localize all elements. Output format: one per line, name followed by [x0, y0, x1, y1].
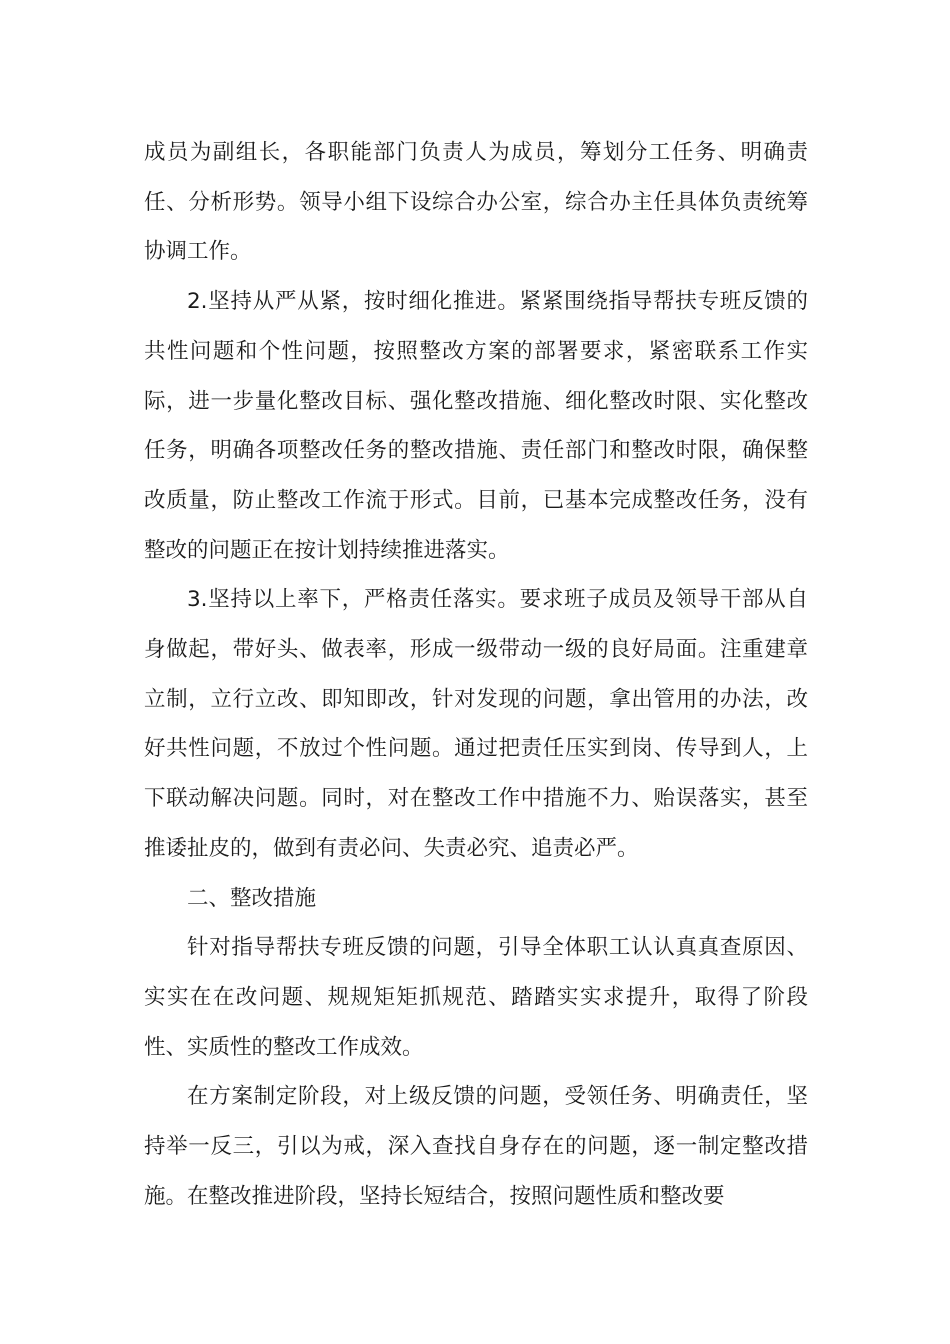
paragraph-4: 针对指导帮扶专班反馈的问题，引导全体职工认认真真查原因、实实在在改问题、规规矩矩抓规范、踏踏实实求提升，取得了阶段性、实质性的整改工作成效。 — [144, 935, 808, 1060]
section-heading: 二、整改措施 — [187, 885, 317, 911]
document-body — [144, 128, 808, 1221]
paragraph-3: 3.坚持以上率下，严格责任落实。要求班子成员及领导干部从自身做起，带好头、做表率，形成一级带动一级的良好局面。注重建章立制，立行立改、即知即改，针对发现的问题，拿出管用的办法，改好共性问题，不放过个性问题。通过把责任压实到岗、传导到人，上下联动解决问题。同时，对在整改工作中措施不力、贻误落实，甚至推诿扯皮的，做到有责必问、失责必究、追责必严。 — [144, 587, 808, 861]
paragraph-5: 在方案制定阶段，对上级反馈的问题，受领任务、明确责任，坚持举一反三，引以为戒，深入查找自身存在的问题，逐一制定整改措施。在整改推进阶段，坚持长短结合，按照问题性质和整改要 — [144, 1084, 808, 1209]
paragraph-2: 2.坚持从严从紧，按时细化推进。紧紧围绕指导帮扶专班反馈的共性问题和个性问题，按照整改方案的部署要求，紧密联系工作实际，进一步量化整改目标、强化整改措施、细化整改时限、实化整改任务，明确各项整改任务的整改措施、责任部门和整改时限，确保整改质量，防止整改工作流于形式。目前，已基本完成整改任务，没有整改的问题正在按计划持续推进落实。 — [144, 289, 808, 563]
paragraph-1: 成员为副组长，各职能部门负责人为成员，筹划分工任务、明确责任、分析形势。领导小组下设综合办公室，综合办主任具体负责统筹协调工作。 — [144, 140, 808, 265]
